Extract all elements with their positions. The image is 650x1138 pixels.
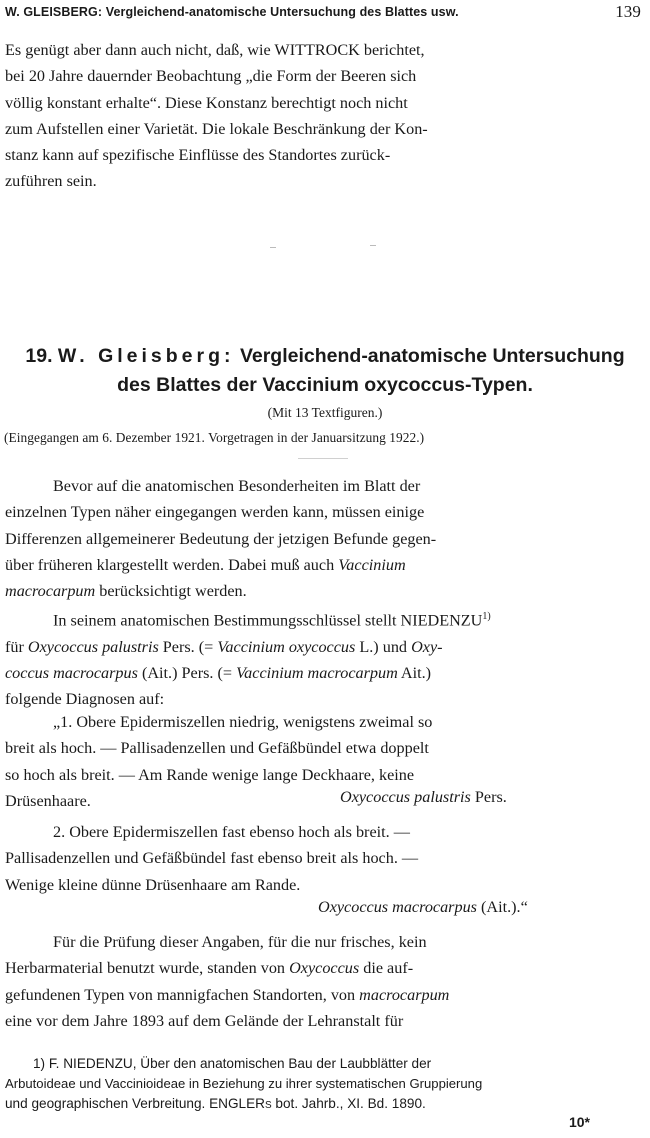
footnote-line: und geographischen Verbreitung. ENGLERs bot. Jahrb., XI. Bd. 1890. <box>5 1096 426 1111</box>
species-label-1: Oxycoccus palustris Pers. <box>340 788 507 806</box>
article-title-line-2: des Blattes der Vaccinium oxycoccus-Typen. <box>117 374 533 396</box>
text-line: eine vor dem Jahre 1893 auf dem Gelände der Lehranstalt für <box>5 1011 404 1030</box>
body-paragraph-1 <box>5 473 643 604</box>
text-line: einzelnen Typen näher eingegangen werden kann, müssen einige <box>5 503 425 522</box>
text-line: bei 20 Jahre dauernder Beobachtung „die Form der Beeren sich <box>5 67 417 86</box>
text-line: zum Aufstellen einer Varietät. Die lokale Beschränkung der Kon- <box>5 119 428 138</box>
text-line: gefundenen Typen von mannigfachen Standorten, von macrocarpum <box>5 985 450 1004</box>
text-line: „1. Obere Epidermiszellen niedrig, wenigstens zweimal so <box>53 713 433 731</box>
article-title-part-1: Vergleichend-anatomische Untersuchung <box>239 345 625 367</box>
running-title: W. GLEISBERG: Vergleichend-anatomische Untersuchung des Blattes usw. <box>5 5 459 19</box>
body-paragraph-2 <box>5 604 643 713</box>
text-line: Für die Prüfung dieser Angaben, für die nur frisches, kein <box>53 933 427 951</box>
text-line: Differenzen allgemeinerer Bedeutung der jetzigen Befunde gegen- <box>5 529 437 548</box>
text-line: für Oxycoccus palustris Pers. (= Vaccinium oxycoccus L.) und Oxy- <box>5 637 443 656</box>
text-line: so hoch als breit. — Am Rande wenige lange Deckhaare, keine <box>5 765 415 784</box>
text-line: Bevor auf die anatomischen Besonderheiten im Blatt der <box>53 477 421 495</box>
diagnosis-2 <box>5 819 643 898</box>
text-line: macrocarpum berücksichtigt werden. <box>5 582 247 601</box>
footnote <box>5 1054 645 1114</box>
received-note: (Eingegangen am 6. Dezember 1921. Vorgetragen in der Januarsitzung 1922.) <box>4 430 425 445</box>
text-line: Herbarmaterial benutzt wurde, standen von Oxycoccus die auf- <box>5 959 414 978</box>
article-author: W. Gleisberg: <box>57 345 235 367</box>
text-line: folgende Diagnosen auf: <box>5 690 165 709</box>
text-line: Es genügt aber dann auch nicht, daß, wie WITTROCK berichtet, <box>5 41 425 59</box>
text-line: 2. Obere Epidermiszellen fast ebenso hoch als breit. — <box>53 823 410 841</box>
page-number: 139 <box>615 2 641 21</box>
species-label-2: Oxycoccus macrocarpus (Ait.).“ <box>318 898 528 916</box>
text-line: stanz kann auf spezifische Einflüsse des Standortes zurück- <box>5 146 391 165</box>
text-line: coccus macrocarpus (Ait.) Pers. (= Vaccinium macrocarpum Ait.) <box>5 663 432 682</box>
separator-mark <box>270 247 276 248</box>
text-line: über früheren klargestellt werden. Dabei muß auch Vaccinium <box>5 555 406 574</box>
text-line: Pallisadenzellen und Gefäßbündel fast ebenso breit als hoch. — <box>5 849 419 868</box>
text-line: völlig konstant erhalte“. Diese Konstanz berechtigt noch nicht <box>5 93 408 112</box>
signature-mark: 10* <box>568 1114 590 1130</box>
text-line: zuführen sein. <box>5 172 97 191</box>
text-line: Wenige kleine dünne Drüsenhaare am Rande. <box>5 875 301 894</box>
footnote-line: Arbutoideae und Vaccinioideae in Beziehung zu ihrer systematischen Gruppierung <box>5 1076 483 1091</box>
body-paragraph-3 <box>5 929 643 1034</box>
intro-paragraph <box>5 37 643 195</box>
article-title-line-1 <box>0 341 650 371</box>
running-header <box>5 2 645 24</box>
separator-mark <box>298 458 348 459</box>
text-line: Drüsenhaare. <box>5 791 91 810</box>
footnote-line: 1) F. NIEDENZU, Über den anatomischen Bau der Laubblätter der <box>33 1056 432 1071</box>
diagnosis-1 <box>5 709 643 814</box>
separator-mark <box>370 245 376 246</box>
text-line: In seinem anatomischen Bestimmungsschlüssel stellt NIEDENZU$^{1)}$ <box>53 611 491 630</box>
text-line: breit als hoch. — Pallisadenzellen und Gefäßbündel etwa doppelt <box>5 739 429 758</box>
figures-note: (Mit 13 Textfiguren.) <box>267 405 383 420</box>
article-number: 19. <box>25 345 53 367</box>
